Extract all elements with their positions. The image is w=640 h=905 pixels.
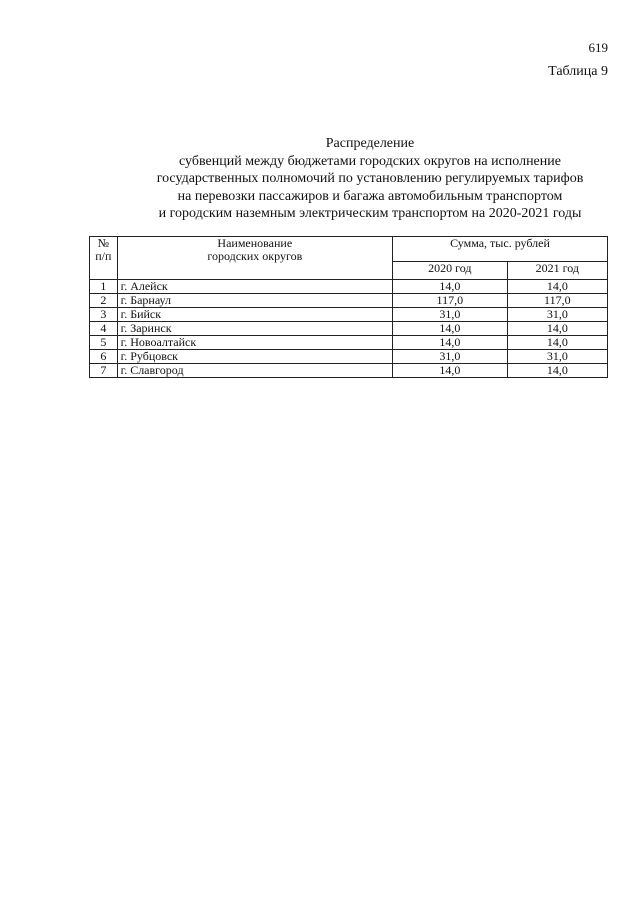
- header-name-line2: городских округов: [207, 249, 303, 263]
- district-name: г. Барнаул: [117, 294, 392, 308]
- title-line: на перевозки пассажиров и багажа автомобильным транспортом: [177, 188, 563, 204]
- district-name: г. Славгород: [117, 364, 392, 378]
- row-number: 5: [90, 336, 118, 350]
- page-number: 619: [588, 40, 608, 55]
- table-row: [90, 322, 608, 336]
- title-line: Распределение: [325, 136, 415, 151]
- header-num-symbol: №: [97, 236, 110, 250]
- title-line: субвенций между бюджетами городских округов на исполнение: [179, 153, 561, 169]
- amount-2021: 14,0: [507, 280, 607, 294]
- amount-2020: 14,0: [393, 336, 508, 350]
- header-num-abbr: п/п: [95, 249, 112, 263]
- amount-2020: 117,0: [393, 294, 508, 308]
- district-name: г. Заринск: [117, 322, 392, 336]
- row-number: 4: [90, 322, 118, 336]
- table-row: [90, 364, 608, 378]
- header-year-2020: 2020 год: [393, 262, 508, 280]
- amount-2020: 14,0: [393, 280, 508, 294]
- header-num: [90, 237, 118, 280]
- title-line: государственных полномочий по установлению регулируемых тарифов: [156, 171, 584, 186]
- table-row: [90, 308, 608, 322]
- row-number: 3: [90, 308, 118, 322]
- amount-2021: 14,0: [507, 364, 607, 378]
- amount-2021: 31,0: [507, 308, 607, 322]
- subsidy-table: [89, 236, 608, 378]
- row-number: 7: [90, 364, 118, 378]
- amount-2020: 14,0: [393, 364, 508, 378]
- table-row: [90, 280, 608, 294]
- header-year-2021: 2021 год: [507, 262, 607, 280]
- amount-2021: 117,0: [507, 294, 607, 308]
- document-title: [90, 135, 640, 223]
- amount-2020: 31,0: [393, 350, 508, 364]
- amount-2021: 14,0: [507, 336, 607, 350]
- district-name: г. Алейск: [117, 280, 392, 294]
- table-label: Таблица 9: [548, 64, 608, 79]
- table-row: [90, 336, 608, 350]
- row-number: 6: [90, 350, 118, 364]
- amount-2021: 31,0: [507, 350, 607, 364]
- header-sum: Сумма, тыс. рублей: [393, 237, 608, 262]
- header-name: [117, 237, 392, 280]
- table-row: [90, 350, 608, 364]
- title-line: и городским наземным электрическим транспортом на 2020-2021 годы: [158, 206, 582, 221]
- amount-2020: 31,0: [393, 308, 508, 322]
- district-name: г. Рубцовск: [117, 350, 392, 364]
- amount-2020: 14,0: [393, 322, 508, 336]
- table-row: [90, 294, 608, 308]
- district-name: г. Бийск: [117, 308, 392, 322]
- row-number: 2: [90, 294, 118, 308]
- district-name: г. Новоалтайск: [117, 336, 392, 350]
- row-number: 1: [90, 280, 118, 294]
- amount-2021: 14,0: [507, 322, 607, 336]
- header-name-line1: Наименование: [217, 236, 293, 250]
